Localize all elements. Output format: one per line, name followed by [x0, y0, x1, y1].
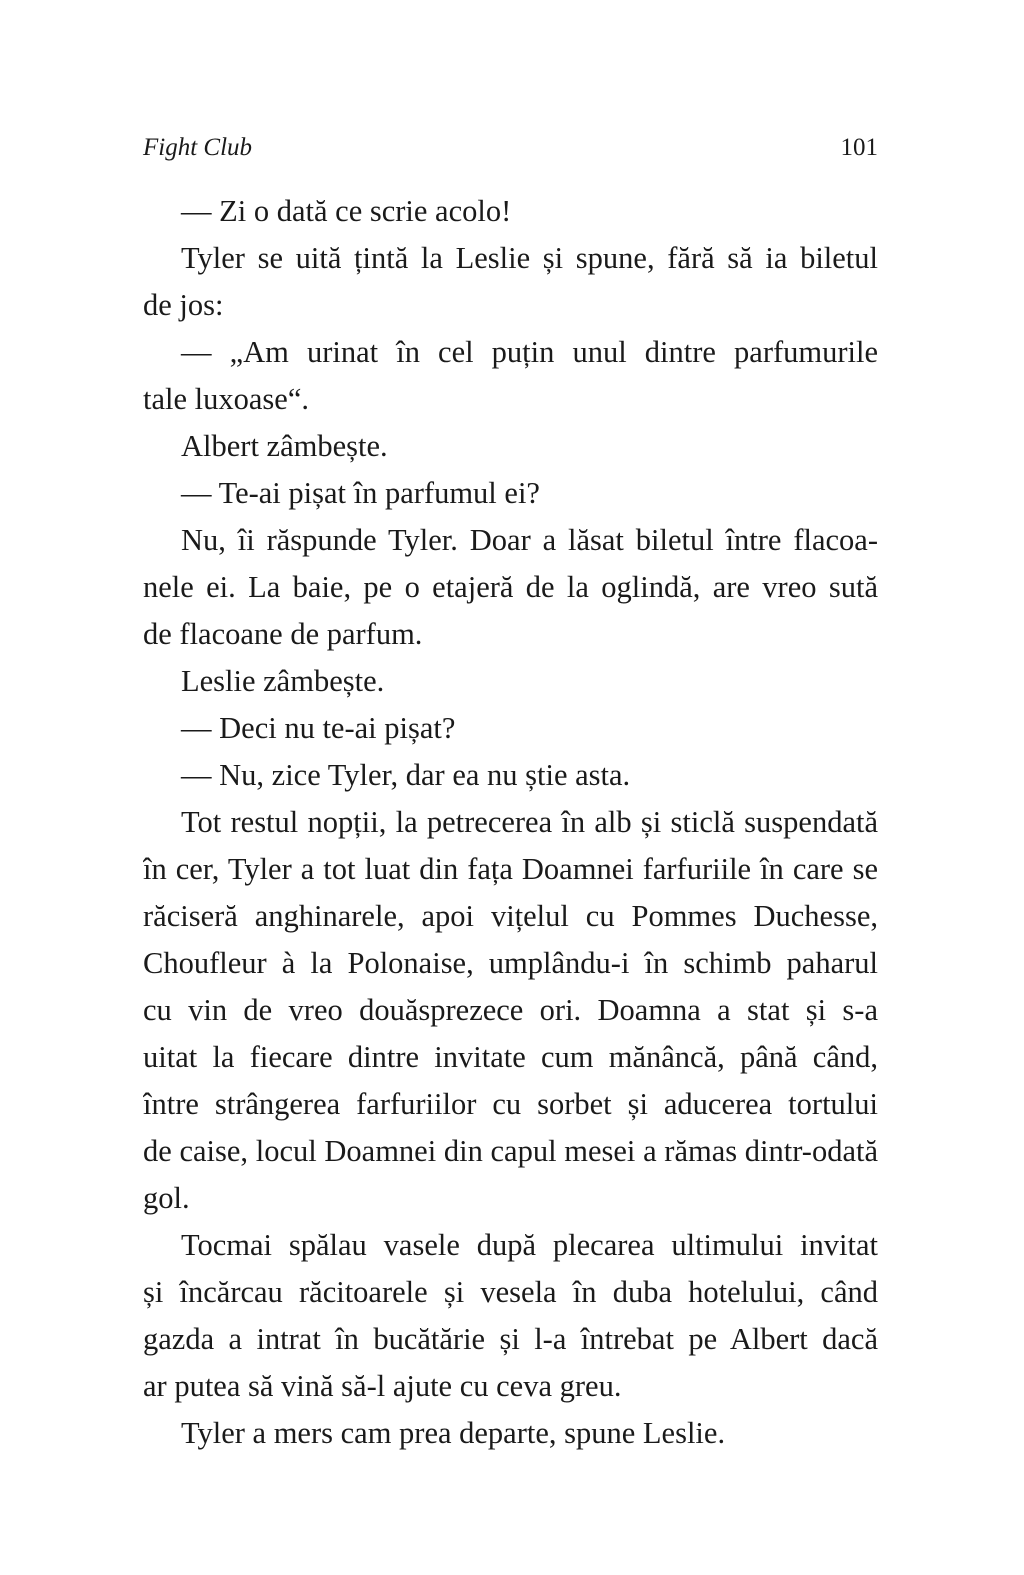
- text-line: de jos:: [143, 288, 224, 322]
- text-line: ar putea să vină să-l ajute cu ceva greu.: [143, 1369, 622, 1403]
- text-line: gazda a intrat în bucătărie și l-a întrebat pe Albert dacă: [143, 1322, 878, 1356]
- text-line: răciseră anghinarele, apoi vițelul cu Pommes Duchesse,: [143, 899, 878, 933]
- text-line: — „Am urinat în cel puțin unul dintre parfumurile: [181, 335, 878, 369]
- text-line: uitat la fiecare dintre invitate cum mănâncă, până când,: [143, 1040, 878, 1074]
- text-line: — Deci nu te-ai pișat?: [181, 711, 456, 745]
- text-line: — Te-ai pișat în parfumul ei?: [181, 476, 540, 510]
- running-header: [143, 130, 878, 166]
- body-text: [143, 188, 878, 1457]
- text-line: Choufleur à la Polonaise, umplându-i în schimb paharul: [143, 946, 878, 980]
- text-line: Tyler a mers cam prea departe, spune Leslie.: [181, 1416, 726, 1450]
- text-line: de caise, locul Doamnei din capul mesei a rămas dintr-odată: [143, 1134, 878, 1168]
- text-line: Tot restul nopții, la petrecerea în alb și sticlă suspendată: [181, 805, 878, 839]
- text-line: și încărcau răcitoarele și vesela în duba hotelului, când: [143, 1275, 878, 1309]
- text-line: Nu, îi răspunde Tyler. Doar a lăsat biletul între flacoa-: [181, 523, 878, 557]
- text-line: Tyler se uită țintă la Leslie și spune, fără să ia biletul: [181, 241, 878, 275]
- page-number: 101: [840, 134, 878, 161]
- book-title: Fight Club: [143, 134, 253, 161]
- text-line: nele ei. La baie, pe o etajeră de la oglindă, are vreo sută: [143, 570, 878, 604]
- text-line: între strângerea farfuriilor cu sorbet și aducerea tortului: [143, 1087, 878, 1121]
- text-line: gol.: [143, 1181, 190, 1215]
- text-line: în cer, Tyler a tot luat din fața Doamnei farfuriile în care se: [143, 852, 878, 886]
- text-line: de flacoane de parfum.: [143, 617, 423, 651]
- text-line: Albert zâmbește.: [181, 429, 388, 463]
- text-line: cu vin de vreo douăsprezece ori. Doamna a stat și s-a: [143, 993, 878, 1027]
- text-line: — Nu, zice Tyler, dar ea nu știe asta.: [181, 758, 631, 792]
- text-line: Tocmai spălau vasele după plecarea ultimului invitat: [181, 1228, 878, 1262]
- text-line: — Zi o dată ce scrie acolo!: [181, 194, 512, 228]
- text-line: Leslie zâmbește.: [181, 664, 385, 698]
- text-line: tale luxoase“.: [143, 382, 309, 416]
